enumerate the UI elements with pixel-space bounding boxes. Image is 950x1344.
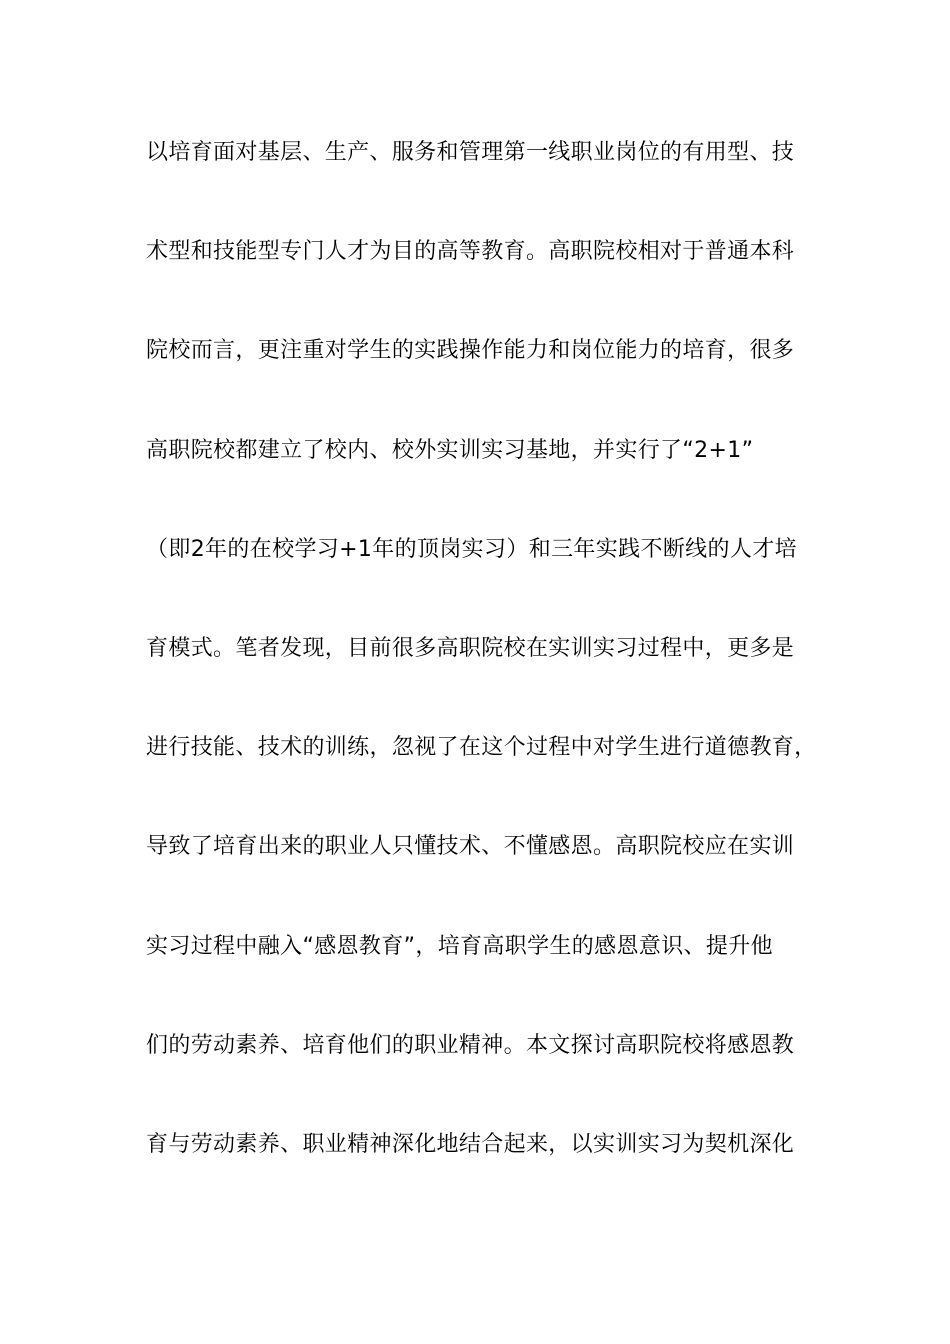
text-line: 育与劳动素养、职业精神深化地结合起来，以实训实习为契机深化 — [146, 1131, 795, 1157]
text-line: 导致了培育出来的职业人只懂技术、不懂感恩。高职院校应在实训 — [146, 834, 795, 860]
text-line: 院校而言，更注重对学生的实践操作能力和岗位能力的培育，很多 — [146, 338, 795, 364]
text-line: 术型和技能型专门人才为目的高等教育。高职院校相对于普通本科 — [146, 239, 795, 265]
text-line: 高职院校都建立了校内、校外实训实习基地，并实行了“2+1” — [146, 437, 754, 463]
text-line: 进行技能、技术的训练，忽视了在这个过程中对学生进行道德教育， — [146, 735, 817, 761]
text-line: 们的劳动素养、培育他们的职业精神。本文探讨高职院校将感恩教 — [146, 1032, 795, 1058]
text-line: 以培育面对基层、生产、服务和管理第一线职业岗位的有用型、技 — [146, 140, 795, 165]
text-line: （即2年的在校学习+1年的顶岗实习）和三年实践不断线的人才培 — [146, 536, 797, 562]
text-line: 育模式。笔者发现，目前很多高职院校在实训实习过程中，更多是 — [146, 635, 795, 661]
body-paragraph — [146, 134, 826, 1225]
text-line: 实习过程中融入“感恩教育”，培育高职学生的感恩意识、提升他 — [146, 933, 773, 959]
